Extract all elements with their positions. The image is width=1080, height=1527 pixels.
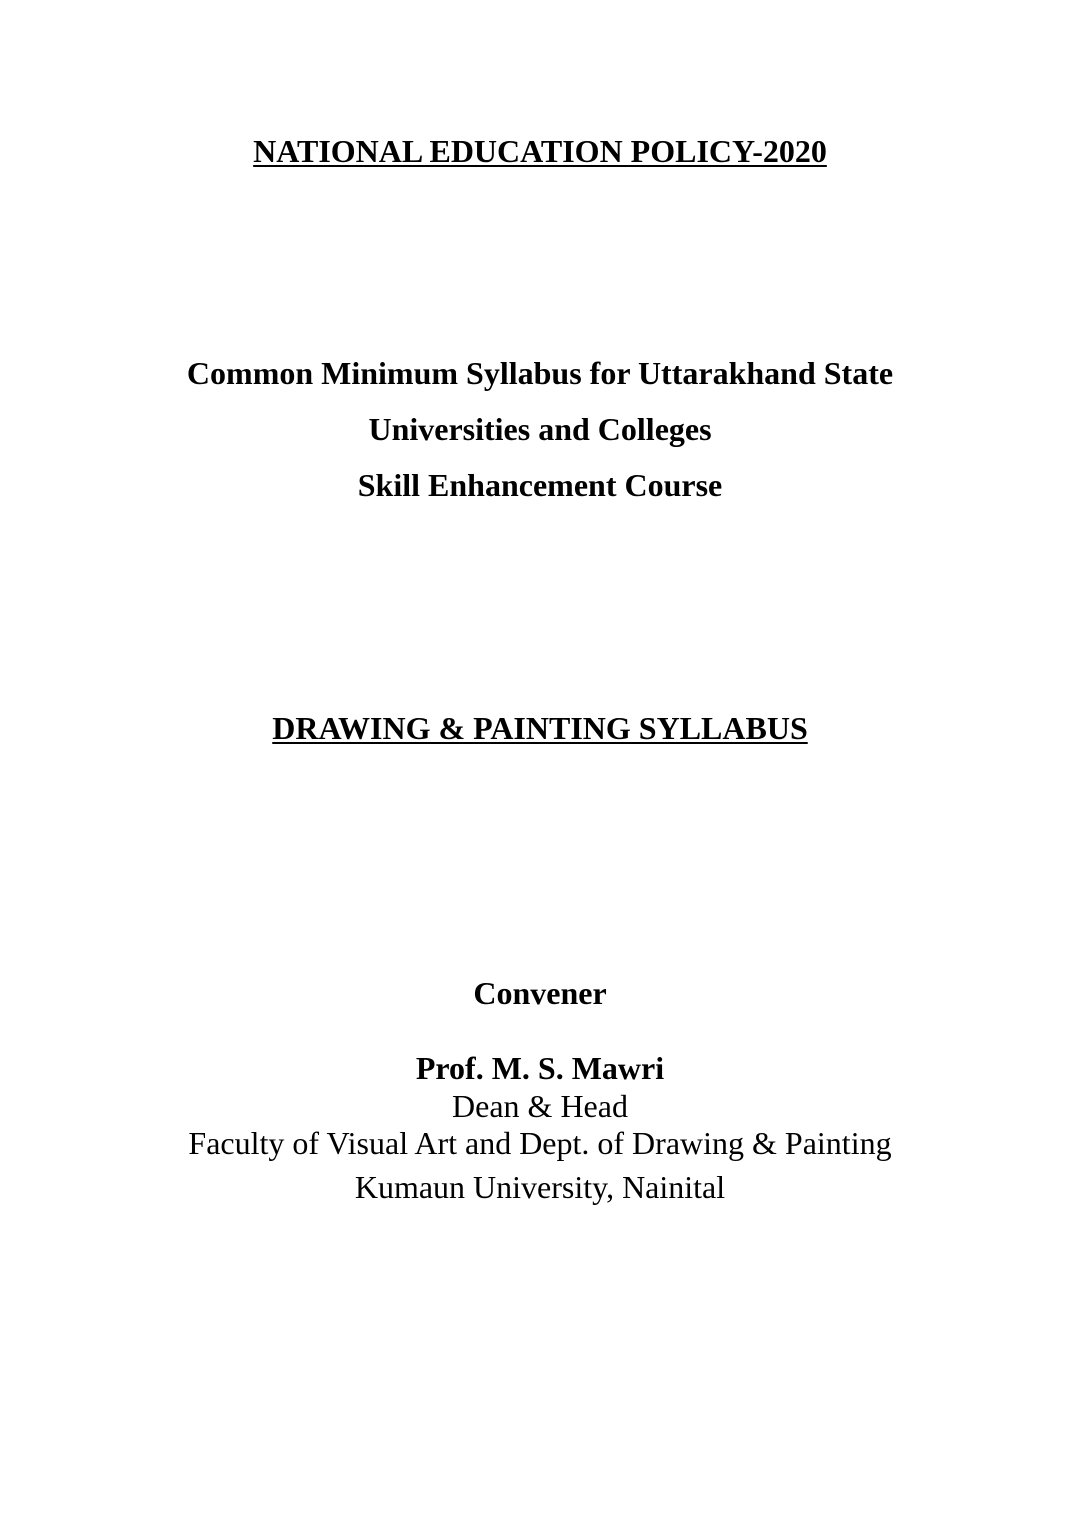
convener-designation: Dean & Head — [452, 1088, 628, 1124]
subject-title: DRAWING & PAINTING SYLLABUS — [272, 710, 808, 746]
convener-university: Kumaun University, Nainital — [354, 1169, 726, 1205]
policy-heading: NATIONAL EDUCATION POLICY-2020 — [253, 133, 827, 169]
syllabus-title-line-2: Universities and Colleges — [368, 411, 712, 447]
syllabus-title-line-3: Skill Enhancement Course — [357, 467, 723, 503]
convener-label: Convener — [473, 975, 607, 1011]
syllabus-title-line-1: Common Minimum Syllabus for Uttarakhand State — [186, 355, 894, 391]
convener-name: Prof. M. S. Mawri — [415, 1050, 665, 1086]
convener-faculty: Faculty of Visual Art and Dept. of Drawing & Painting — [188, 1125, 892, 1161]
